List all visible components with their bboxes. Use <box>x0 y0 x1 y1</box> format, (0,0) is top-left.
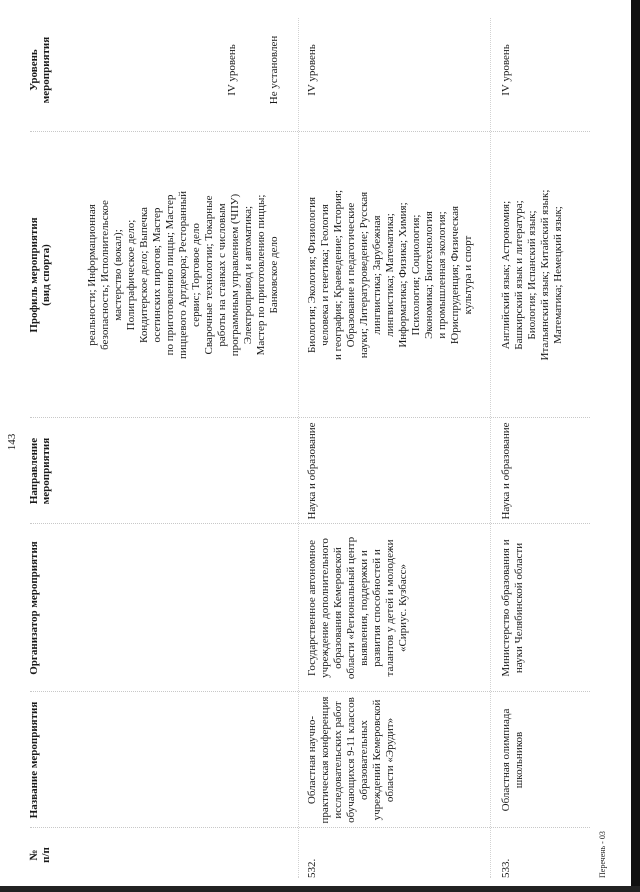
row-divider <box>490 18 491 878</box>
row-532-profile: Биология; Экология; Физиология человека и генетика; Геология и география; Краеведение; История; Образование и педагогические науки; Литературоведение; Русская лингвистика; Зарубежная лингвистика; Математика; Информатика; Физика; Химия; Психология; Социология; Экономика; Биотехнология и промышленная экология; Юриспруденция; Физическая культура и спорт <box>306 189 474 361</box>
row-532-level: IV уровень <box>306 44 318 96</box>
row-533-direction: Наука и образование <box>500 422 512 520</box>
header-event-name: Название мероприятия <box>28 701 40 819</box>
page-footer: Перечень - 03 <box>598 831 607 878</box>
page-number: 143 <box>6 433 18 451</box>
grid-line <box>30 523 590 524</box>
header-level: Уровень мероприятия <box>28 36 52 104</box>
row-532-number: 532. <box>306 858 318 878</box>
level-continuation-2: Не установлен <box>268 35 280 105</box>
row-532-organizer: Государственное автономное учреждение дополнительного образования Кемеровской области «Региональный центр выявления, поддержки и развития способностей и талантов у детей и молодежи «Сириус. Кузбасс» <box>306 536 409 680</box>
profile-continuation: реальности; Информационная безопасность; Исполнительское мастерство (вокал); Полиграфическое дело; Кондитерское дело; Выпечка осетинских пирогов; Мастер по приготовлению пиццы; Мастер пиццевого Артдекора; Ресторанный сервис; Торговое дело Сварочные технологии; Токарные работы на станках с числовым программным управлением (ЧПУ) Электропривод и автоматика; Мастер по приготовлению пиццы; Банковское дело <box>86 190 280 360</box>
header-profile: Профиль мероприятия (вид спорта) <box>28 217 52 333</box>
row-divider <box>298 18 299 878</box>
header-number: № п/п <box>28 847 52 863</box>
grid-line <box>30 691 590 692</box>
row-532-name: Областная научно- практическая конференция исследовательских работ обучающихся 9-11 классов образовательных учреждений Кемеровской области «Эрудит» <box>306 696 396 824</box>
row-533-level: IV уровень <box>500 44 512 96</box>
row-533-profile: Английский язык; Астрономия; Башкирский язык и литература; Биология; Испанский язык; Итальянский язык; Китайский язык; Математика; Немецкий язык; <box>500 189 564 361</box>
grid-line <box>30 827 590 828</box>
level-continuation-1: IV уровень <box>226 44 238 96</box>
row-532-direction: Наука и образование <box>306 422 318 520</box>
row-533-organizer: Министерство образования и науки Челябинской области <box>500 539 525 677</box>
grid-line <box>30 131 590 132</box>
row-533-number: 533. <box>500 858 512 878</box>
grid-line <box>30 417 590 418</box>
header-organizer: Организатор мероприятия <box>28 541 40 675</box>
row-533-name: Областная олимпиада школьников <box>500 708 525 812</box>
header-direction: Направление мероприятия <box>28 437 52 505</box>
